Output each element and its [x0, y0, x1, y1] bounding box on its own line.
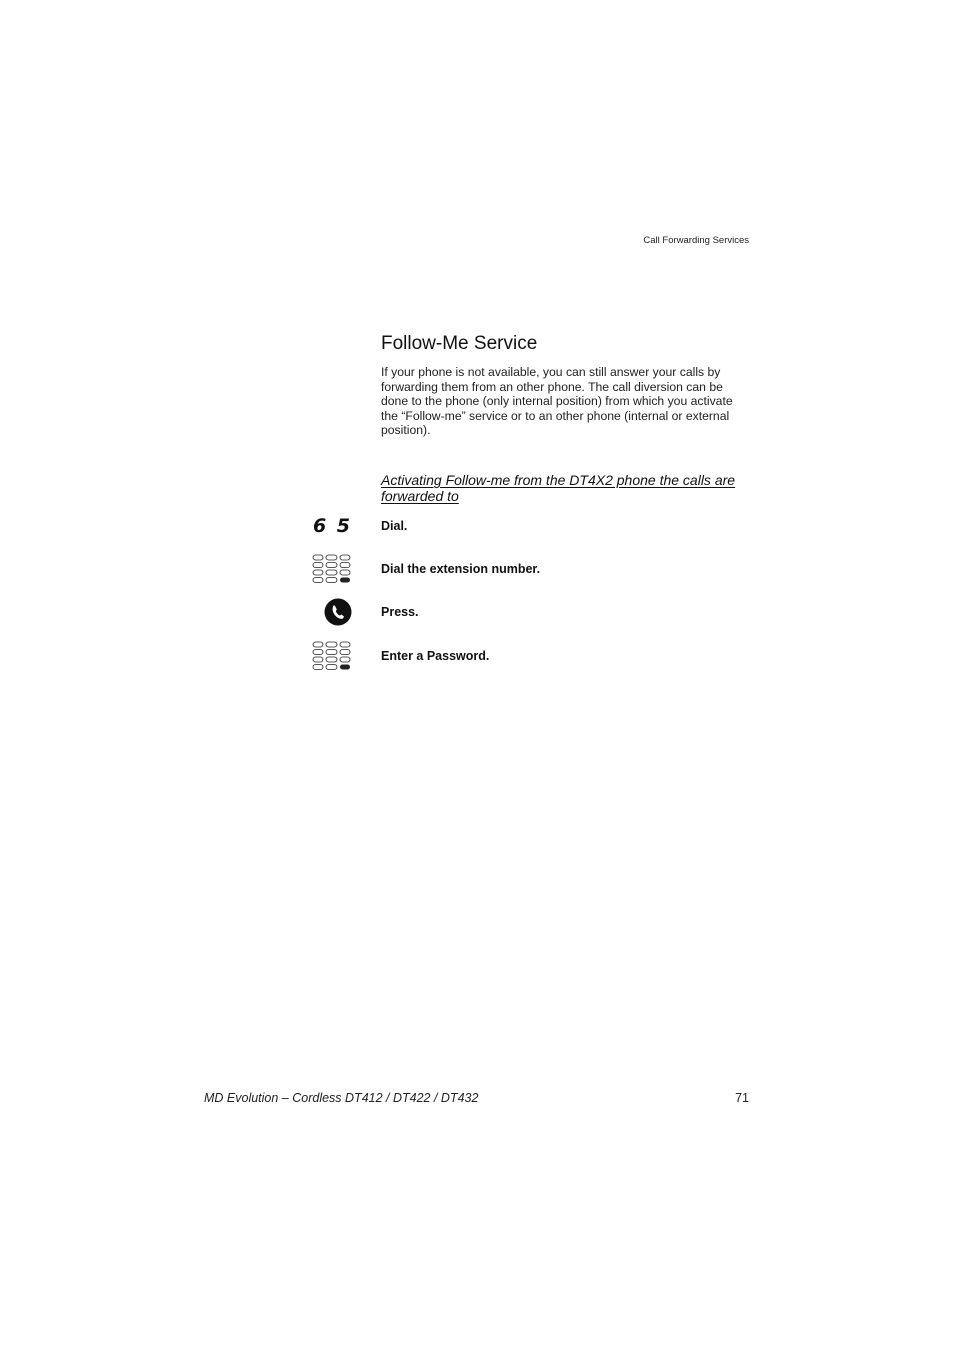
step-label: Enter a Password. — [381, 649, 490, 663]
footer-title: MD Evolution – Cordless DT412 / DT422 / DT432 — [204, 1091, 479, 1105]
page-number: 71 — [735, 1091, 749, 1105]
step-enter-password — [300, 641, 750, 671]
step-press-call — [300, 597, 750, 627]
step-dial-extension — [300, 554, 750, 584]
handset-icon — [300, 597, 352, 627]
running-header: Call Forwarding Services — [643, 235, 749, 246]
dial-code-digits: 6 5 — [312, 515, 352, 537]
step-dial-code — [300, 511, 750, 541]
digits-icon — [300, 511, 352, 541]
step-label: Dial. — [381, 519, 408, 533]
step-label: Dial the extension number. — [381, 562, 541, 576]
keypad-icon — [300, 554, 352, 584]
intro-paragraph: If your phone is not available, you can still answer your calls by forwarding them from an other phone. The call diversion can be done to the phone (only internal position) from which you activate the “Follow-me” service or to an other phone (internal or external position). — [381, 365, 733, 438]
section-title: Follow-Me Service — [381, 333, 538, 354]
procedure-subheading: Activating Follow-me from the DT4X2 phone the calls are forwarded to — [381, 472, 736, 504]
step-label: Press. — [381, 605, 419, 619]
keypad-icon — [300, 641, 352, 671]
